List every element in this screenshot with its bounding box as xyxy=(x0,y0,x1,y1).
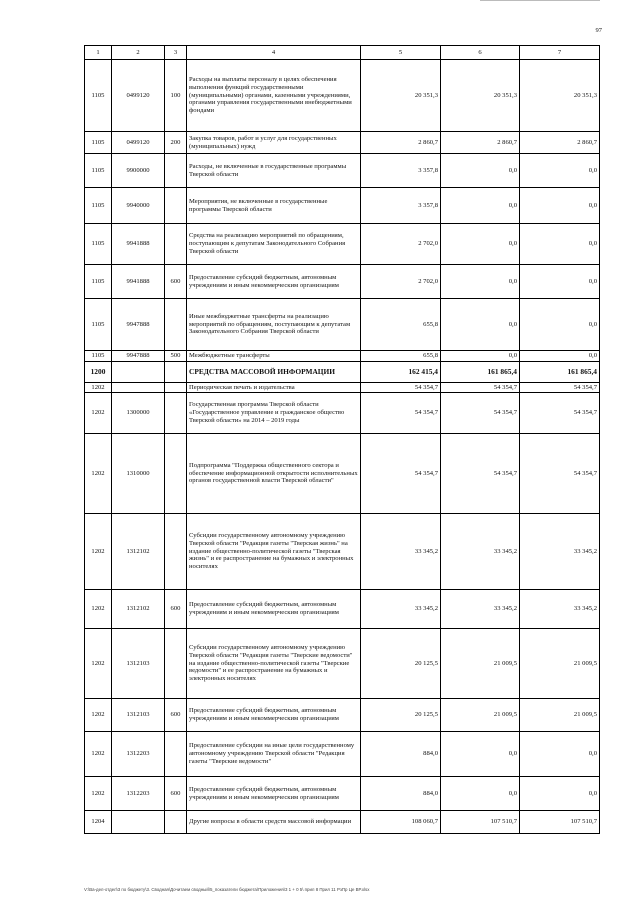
amount-col7-cell: 21 009,5 xyxy=(520,629,600,699)
amount-col6-cell: 2 860,7 xyxy=(441,132,520,154)
expense-type-cell xyxy=(165,362,187,383)
expense-type-cell xyxy=(165,811,187,834)
section-code-cell: 1202 xyxy=(85,590,112,629)
target-article-cell: 1312203 xyxy=(112,777,165,811)
target-article-cell: 9900000 xyxy=(112,154,165,188)
table-row xyxy=(85,383,600,393)
description-cell: СРЕДСТВА МАССОВОЙ ИНФОРМАЦИИ xyxy=(187,362,361,383)
amount-col7-cell: 0,0 xyxy=(520,188,600,224)
expense-type-cell xyxy=(165,434,187,514)
amount-col7-cell: 107 510,7 xyxy=(520,811,600,834)
expense-type-cell xyxy=(165,629,187,699)
section-code-cell: 1105 xyxy=(85,351,112,362)
amount-col6-cell: 54 354,7 xyxy=(441,383,520,393)
target-article-cell: 1312103 xyxy=(112,699,165,732)
description-cell: Средства на реализацию мероприятий по обращениям, поступающим к депутатам Законодательного Собрания Тверской области xyxy=(187,224,361,265)
target-article-cell: 0499120 xyxy=(112,60,165,132)
description-cell: Субсидии государственному автономному учреждению Тверской области "Редакция газеты "Тверские ведомости" на издание общественно-политической газеты "Тверские ведомости" и ее распространение на бумажных и электронных носителях xyxy=(187,629,361,699)
table-row xyxy=(85,434,600,514)
amount-col5-cell: 20 125,5 xyxy=(361,699,441,732)
expense-type-cell: 600 xyxy=(165,590,187,629)
amount-col7-cell: 0,0 xyxy=(520,351,600,362)
description-cell: Субсидии государственному автономному учреждению Тверской области "Редакция газеты "Тверская жизнь" на издание общественно-политической газеты "Тверская жизнь" и ее распространение на бумажных и электронных носителях xyxy=(187,514,361,590)
table-row xyxy=(85,393,600,434)
amount-col5-cell: 884,0 xyxy=(361,732,441,777)
amount-col7-cell: 0,0 xyxy=(520,265,600,299)
amount-col6-cell: 0,0 xyxy=(441,224,520,265)
section-code-cell: 1105 xyxy=(85,132,112,154)
expense-type-cell xyxy=(165,224,187,265)
table-row xyxy=(85,299,600,351)
description-cell: Закупка товаров, работ и услуг для государственных (муниципальных) нужд xyxy=(187,132,361,154)
amount-col5-cell: 655,8 xyxy=(361,351,441,362)
table-row xyxy=(85,514,600,590)
table-row xyxy=(85,777,600,811)
expense-type-cell xyxy=(165,299,187,351)
table-row xyxy=(85,224,600,265)
section-code-cell: 1202 xyxy=(85,434,112,514)
description-cell: Расходы, не включенные в государственные программы Тверской области xyxy=(187,154,361,188)
table-row xyxy=(85,811,600,834)
target-article-cell: 1300000 xyxy=(112,393,165,434)
expense-type-cell xyxy=(165,514,187,590)
description-cell: Иные межбюджетные трансферты на реализацию мероприятий по обращениям, поступающим к депутатам Законодательного Собрания Тверской области xyxy=(187,299,361,351)
section-code-cell: 1202 xyxy=(85,777,112,811)
table-row xyxy=(85,60,600,132)
amount-col7-cell: 54 354,7 xyxy=(520,434,600,514)
target-article-cell: 9947888 xyxy=(112,351,165,362)
expense-type-cell xyxy=(165,154,187,188)
amount-col7-cell: 54 354,7 xyxy=(520,383,600,393)
amount-col7-cell: 161 865,4 xyxy=(520,362,600,383)
header-cell: 7 xyxy=(520,46,600,60)
amount-col5-cell: 2 702,0 xyxy=(361,265,441,299)
amount-col6-cell: 54 354,7 xyxy=(441,434,520,514)
description-cell: Мероприятия, не включенные в государственные программы Тверской области xyxy=(187,188,361,224)
expense-type-cell: 600 xyxy=(165,265,187,299)
target-article-cell: 1312102 xyxy=(112,514,165,590)
amount-col7-cell: 0,0 xyxy=(520,732,600,777)
target-article-cell xyxy=(112,383,165,393)
amount-col5-cell: 20 125,5 xyxy=(361,629,441,699)
table-row xyxy=(85,590,600,629)
amount-col7-cell: 0,0 xyxy=(520,777,600,811)
section-code-cell: 1105 xyxy=(85,188,112,224)
target-article-cell: 1310000 xyxy=(112,434,165,514)
description-cell: Предоставление субсидий бюджетным, автономным учреждениям и иным некоммерческим организациям xyxy=(187,699,361,732)
target-article-cell: 9941888 xyxy=(112,265,165,299)
amount-col6-cell: 0,0 xyxy=(441,732,520,777)
table-row xyxy=(85,351,600,362)
amount-col6-cell: 33 345,2 xyxy=(441,514,520,590)
amount-col6-cell: 0,0 xyxy=(441,299,520,351)
description-cell: Предоставление субсидий бюджетным, автономным учреждениям и иным некоммерческим организациям xyxy=(187,265,361,299)
table-row xyxy=(85,362,600,383)
expense-type-cell: 200 xyxy=(165,132,187,154)
target-article-cell xyxy=(112,811,165,834)
amount-col7-cell: 33 345,2 xyxy=(520,514,600,590)
amount-col6-cell: 54 354,7 xyxy=(441,393,520,434)
amount-col5-cell: 162 415,4 xyxy=(361,362,441,383)
section-code-cell: 1105 xyxy=(85,60,112,132)
section-code-cell: 1105 xyxy=(85,154,112,188)
amount-col7-cell: 2 860,7 xyxy=(520,132,600,154)
header-cell: 3 xyxy=(165,46,187,60)
section-code-cell: 1202 xyxy=(85,732,112,777)
expense-type-cell xyxy=(165,383,187,393)
expense-type-cell: 600 xyxy=(165,699,187,732)
amount-col5-cell: 884,0 xyxy=(361,777,441,811)
section-code-cell: 1202 xyxy=(85,514,112,590)
amount-col7-cell: 20 351,3 xyxy=(520,60,600,132)
section-code-cell: 1105 xyxy=(85,224,112,265)
section-code-cell: 1202 xyxy=(85,699,112,732)
amount-col5-cell: 33 345,2 xyxy=(361,514,441,590)
amount-col5-cell: 3 357,8 xyxy=(361,154,441,188)
description-cell: Другие вопросы в области средств массовой информации xyxy=(187,811,361,834)
amount-col5-cell: 108 060,7 xyxy=(361,811,441,834)
description-cell: Государственная программа Тверской области «Государственное управление и гражданское общество Тверской области» на 2014 – 2019 годы xyxy=(187,393,361,434)
top-scan-marks xyxy=(480,0,600,4)
table-row xyxy=(85,132,600,154)
table-row xyxy=(85,699,600,732)
amount-col5-cell: 54 354,7 xyxy=(361,393,441,434)
header-cell: 1 xyxy=(85,46,112,60)
amount-col6-cell: 21 009,5 xyxy=(441,629,520,699)
amount-col6-cell: 0,0 xyxy=(441,351,520,362)
expense-type-cell xyxy=(165,393,187,434)
amount-col7-cell: 21 009,5 xyxy=(520,699,600,732)
amount-col6-cell: 20 351,3 xyxy=(441,60,520,132)
description-cell: Периодическая печать и издательства xyxy=(187,383,361,393)
target-article-cell: 9940000 xyxy=(112,188,165,224)
amount-col5-cell: 655,8 xyxy=(361,299,441,351)
section-code-cell: 1200 xyxy=(85,362,112,383)
target-article-cell: 0499120 xyxy=(112,132,165,154)
amount-col5-cell: 33 345,2 xyxy=(361,590,441,629)
section-code-cell: 1105 xyxy=(85,299,112,351)
section-code-cell: 1105 xyxy=(85,265,112,299)
amount-col6-cell: 33 345,2 xyxy=(441,590,520,629)
target-article-cell: 1312203 xyxy=(112,732,165,777)
amount-col6-cell: 0,0 xyxy=(441,188,520,224)
target-article-cell: 9947888 xyxy=(112,299,165,351)
header-cell: 2 xyxy=(112,46,165,60)
amount-col6-cell: 0,0 xyxy=(441,777,520,811)
section-code-cell: 1202 xyxy=(85,629,112,699)
description-cell: Расходы на выплаты персоналу в целях обеспечения выполнения функций государственными (муниципальными) органами, казенными учреждениями, органами управления государственными внебюджетными фондами xyxy=(187,60,361,132)
table-row xyxy=(85,188,600,224)
table-row xyxy=(85,732,600,777)
budget-table xyxy=(84,45,600,834)
description-cell: Межбюджетные трансферты xyxy=(187,351,361,362)
header-cell: 6 xyxy=(441,46,520,60)
expense-type-cell: 500 xyxy=(165,351,187,362)
description-cell: Предоставление субсидий бюджетным, автономным учреждениям и иным некоммерческим организациям xyxy=(187,590,361,629)
table-body xyxy=(85,46,600,834)
amount-col6-cell: 0,0 xyxy=(441,154,520,188)
amount-col6-cell: 107 510,7 xyxy=(441,811,520,834)
amount-col6-cell: 21 009,5 xyxy=(441,699,520,732)
amount-col5-cell: 2 860,7 xyxy=(361,132,441,154)
target-article-cell: 1312102 xyxy=(112,590,165,629)
target-article-cell: 1312103 xyxy=(112,629,165,699)
description-cell: Предоставление субсидий бюджетным, автономным учреждениям и иным некоммерческим организациям xyxy=(187,777,361,811)
header-cell: 4 xyxy=(187,46,361,60)
amount-col5-cell: 20 351,3 xyxy=(361,60,441,132)
target-article-cell: 9941888 xyxy=(112,224,165,265)
file-path-footer: V:\Ва-дел-отдел\3 по бюджету\3. Сводная\Дочитаем сводный\5_показатели бюджета\Приложения\3 1 + 0 5\ прил 8 Прил 11 РзПр Це ВР.xlsx xyxy=(84,887,370,892)
amount-col6-cell: 0,0 xyxy=(441,265,520,299)
amount-col7-cell: 0,0 xyxy=(520,299,600,351)
amount-col7-cell: 0,0 xyxy=(520,224,600,265)
target-article-cell xyxy=(112,362,165,383)
description-cell: Подпрограмма "Поддержка общественного сектора и обеспечение информационной открытости исполнительных органов государственной власти Тверской области" xyxy=(187,434,361,514)
expense-type-cell: 600 xyxy=(165,777,187,811)
header-cell: 5 xyxy=(361,46,441,60)
expense-type-cell: 100 xyxy=(165,60,187,132)
amount-col5-cell: 3 357,8 xyxy=(361,188,441,224)
page-number: 97 xyxy=(595,27,602,34)
amount-col5-cell: 54 354,7 xyxy=(361,434,441,514)
amount-col7-cell: 0,0 xyxy=(520,154,600,188)
amount-col5-cell: 54 354,7 xyxy=(361,383,441,393)
table-row xyxy=(85,265,600,299)
amount-col5-cell: 2 702,0 xyxy=(361,224,441,265)
header-row xyxy=(85,46,600,60)
expense-type-cell xyxy=(165,188,187,224)
table-row xyxy=(85,629,600,699)
table-row xyxy=(85,154,600,188)
section-code-cell: 1204 xyxy=(85,811,112,834)
section-code-cell: 1202 xyxy=(85,383,112,393)
amount-col7-cell: 54 354,7 xyxy=(520,393,600,434)
section-code-cell: 1202 xyxy=(85,393,112,434)
description-cell: Предоставление субсидии на иные цели государственному автономному учреждению Тверской области "Редакция газеты "Тверские ведомости" xyxy=(187,732,361,777)
amount-col6-cell: 161 865,4 xyxy=(441,362,520,383)
amount-col7-cell: 33 345,2 xyxy=(520,590,600,629)
expense-type-cell xyxy=(165,732,187,777)
